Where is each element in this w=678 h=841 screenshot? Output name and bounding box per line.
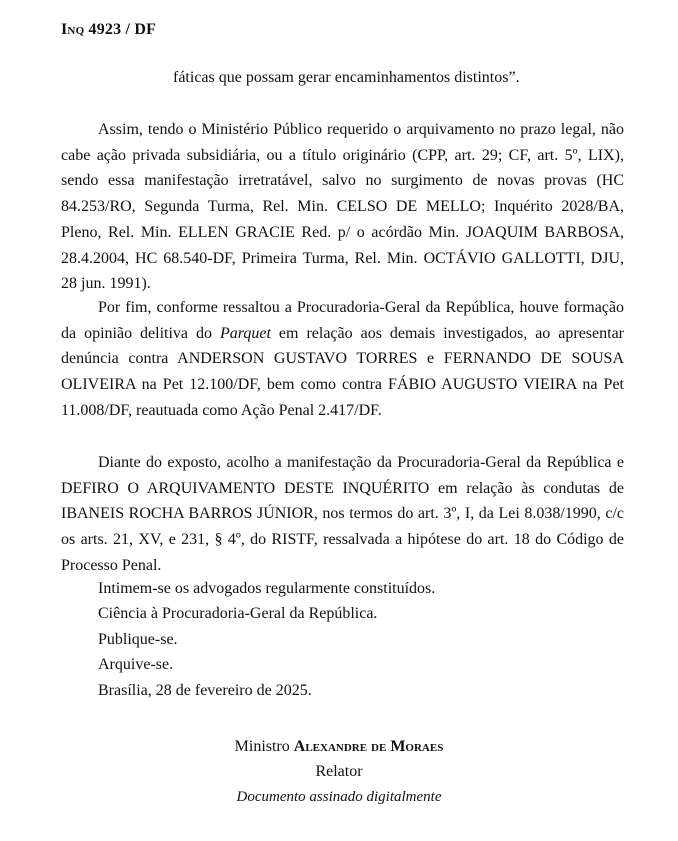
paragraph-parquet-opinion [61, 295, 624, 424]
quote-continuation: fáticas que possam gerar encaminhamentos distintos”. [173, 69, 520, 86]
paragraph-text-before: Por fim, conforme ressaltou a Procuradoria-Geral da República, houve formação da opinião delitiva do [61, 299, 624, 342]
date-place: Brasília, 28 de fevereiro de 2025. [98, 682, 312, 699]
paragraph-text-after: em relação aos demais investigados, ao apresentar denúncia contra ANDERSON GUSTAVO TORRES e FERNANDO DE SOUSA OLIVEIRA na Pet 12.100/DF, bem como contra FÁBIO AUGUSTO VIEIRA na Pet 11.008/DF, reautuada como Ação Penal 2.417/DF. [61, 324, 625, 419]
signatory-title: Ministro [234, 738, 290, 755]
parquet-italic: Parquet [220, 324, 271, 342]
signatory [0, 734, 678, 759]
paragraph-archiving-rationale: Assim, tendo o Ministério Público requerido o arquivamento no prazo legal, não cabe ação privada subsidiária, ou a título originário (CPP, art. 29; CF, art. 5º, LIX), sendo essa manifestação irretratável, salvo no surgimento de novas provas (HC 84.253/RO, Segunda Turma, Rel. Min. CELSO DE MELLO; Inquérito 2028/BA, Pleno, Rel. Min. ELLEN GRACIE Red. p/ o acórdão Min. JOAQUIM BARBOSA, 28.4.2004, HC 68.540-DF, Primeira Turma, Rel. Min. OCTÁVIO GALLOTTI, DJU, 28 jun. 1991). [61, 121, 624, 293]
signatory-role: Relator [315, 763, 363, 780]
closing-ciencia: Ciência à Procuradoria-Geral da República. [98, 605, 378, 622]
case-header: Inq 4923 / DF [61, 21, 157, 38]
digital-signature-note: Documento assinado digitalmente [236, 789, 442, 805]
signature-block [0, 734, 678, 809]
signatory-name: Alexandre de Moraes [293, 738, 444, 755]
closing-publique: Publique-se. [98, 631, 178, 648]
paragraph-decision: Diante do exposto, acolho a manifestação da Procuradoria-Geral da República e DEFIRO O ARQUIVAMENTO DESTE INQUÉRITO em relação às condutas de IBANEIS ROCHA BARROS JÚNIOR, nos termos do art. 3º, I, da Lei 8.038/1990, c/c os arts. 21, XV, e 231, § 4º, do RISTF, ressalvada a hipótese do art. 18 do Código de Processo Penal. [61, 454, 624, 574]
closing-arquive: Arquive-se. [98, 656, 174, 673]
closing-intimem: Intimem-se os advogados regularmente constituídos. [98, 580, 436, 597]
